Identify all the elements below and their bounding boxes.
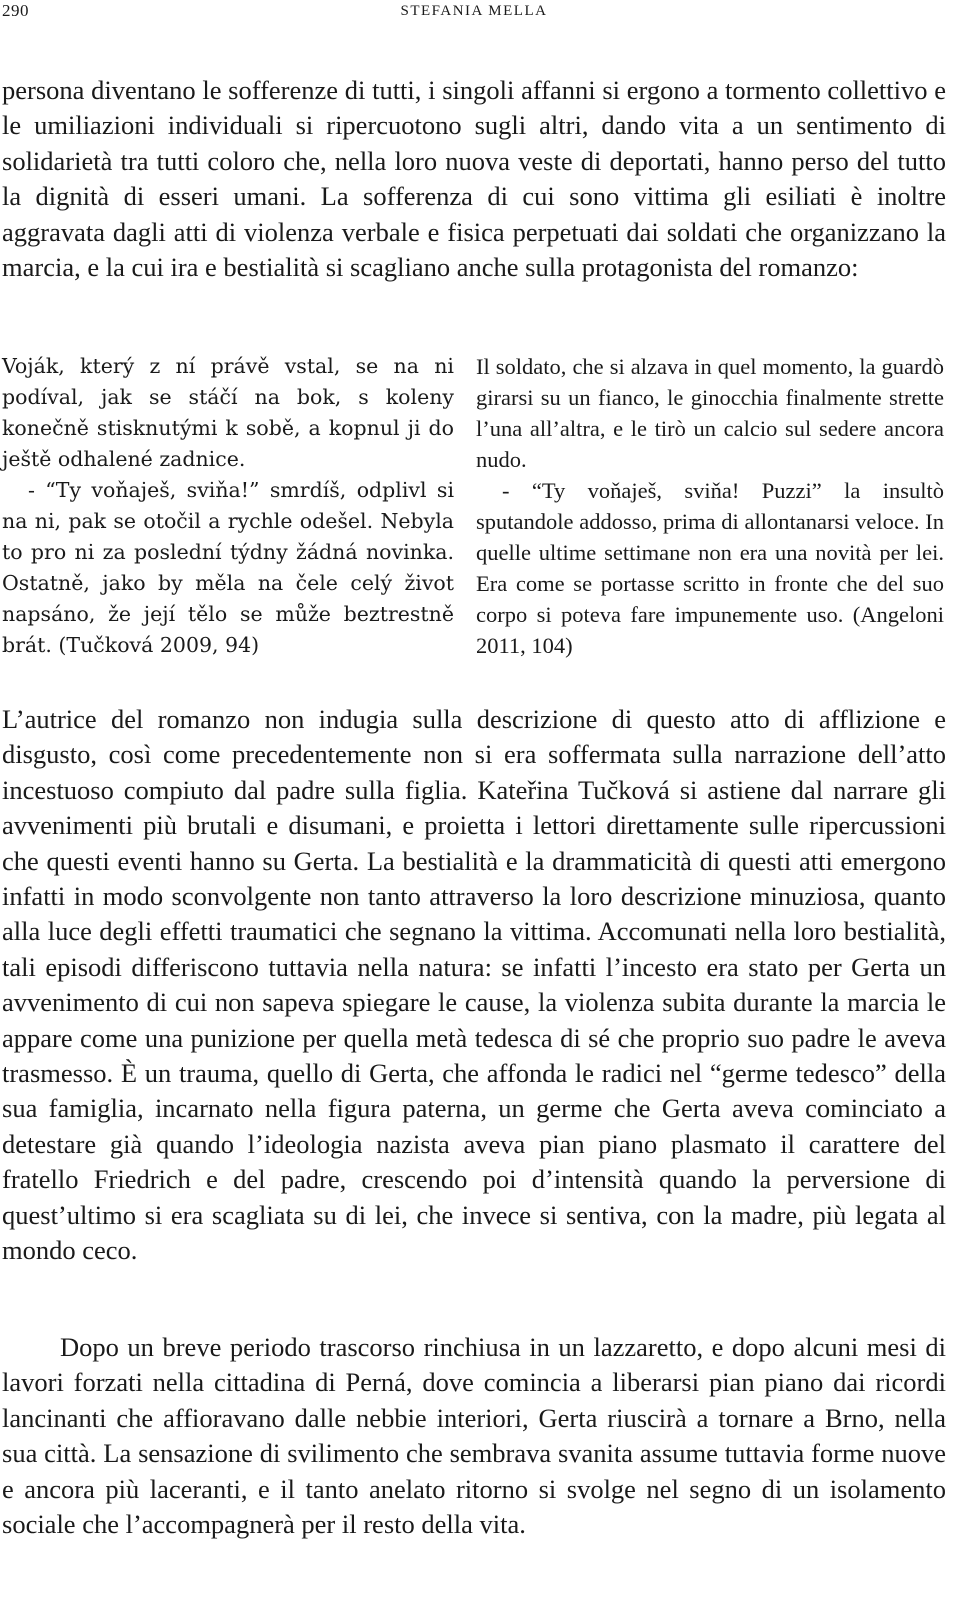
paragraph-intro: persona diventano le sofferenze di tutti, i singoli affanni si ergono a tormento collettivo e le umiliazioni individuali si ripercuotono sugli altri, dando vita a un sentimento di solidarietà tra tutti coloro che, nella loro nuova veste di deportati, hanno perso del tutto la dignità di esseri umani. La sofferenza di cui sono vittima gli esiliati è inoltre aggravata dagli atti di violenza verbale e fisica perpetuati dai soldati che organizzano la marcia, e la cui ira e bestialità si scagliano anche sulla protagonista del romanzo: — [2, 75, 946, 283]
quote-czech-dialogue: - “Ty voňaješ, sviňa!” smrdíš, odplivl si na ni, pak se otočil a rychle odešel. Nebyla to pro ni za poslední týdny žádná novinka. Ostatně, jako by měla na čele celý život napsáno, že její tělo se může beztrestně brát. (Tučková 2009, 94) — [2, 478, 454, 657]
page-number: 290 — [2, 1, 29, 20]
paragraph-return-to-brno: Dopo un breve periodo trascorso rinchiusa in un lazzaretto, e dopo alcuni mesi di lavori forzati nella cittadina di Perná, dove comincia a liberarsi pian piano dai ricordi lancinanti che affioravano dalle nebbie interiori, Gerta riuscirà a tornare a Brno, nella sua città. La sensazione di svilimento che sembrava svanita assume tuttavia forme nuove e ancora più laceranti, e il tanto anelato ritorno si svolge nel segno di un isolamento sociale che l’accompagnerà per il resto della vita. — [2, 1332, 946, 1540]
quote-czech-original — [2, 351, 454, 661]
quote-italian-dialogue: - “Ty voňaješ, sviňa! Puzzi” la insultò sputandole addosso, prima di allontanarsi veloce. In quelle ultime settimane non era una novità per lei. Era come se portasse scritto in fronte che del suo corpo si poteva fare impunemente uso. (Angeloni 2011, 104) — [476, 478, 944, 658]
quote-czech-narration: Voják, který z ní právě vstal, se na ni podíval, jak se stáčí na bok, s koleny konečně stisknutými k sobě, a kopnul ji do ještě odhalené zadnice. — [2, 354, 454, 471]
quote-italian-narration: Il soldato, che si alzava in quel momento, la guardò girarsi su un fianco, le ginocchia finalmente strette l’una all’altra, e le tirò un calcio sul sedere ancora nudo. — [476, 354, 944, 472]
paragraph-analysis: L’autrice del romanzo non indugia sulla descrizione di questo atto di afflizione e disgusto, così come precedentemente non si era soffermata sulla narrazione dell’atto incestuoso compiuto dal padre sulla figlia. Kateřina Tučková si astiene dal narrare gli avvenimenti più brutali e disumani, e proietta i lettori direttamente sulle ripercussioni che questi eventi hanno su Gerta. La bestialità e la drammaticità di questi atti emergono infatti in modo sconvolgente non tanto attraverso la loro descrizione minuziosa, quanto alla luce degli effetti traumatici che segnano la vittima. Accomunati nella loro bestialità, tali episodi differiscono tuttavia nella natura: se infatti l’incesto era stato per Gerta un avvenimento di cui non sapeva spiegare le cause, la violenza subita durante la marcia le appare come una punizione per quella metà tedesca di sé che proprio suo padre le aveva trasmesso. È un trauma, quello di Gerta, che affonda le radici nel “germe tedesco” della sua famiglia, incarnato nella figura paterna, un germe che Gerta aveva cominciato a detestare già quando l’ideologia nazista aveva pian piano plasmato il carattere del fratello Friedrich e del padre, crescendo poi d’intensità quando la perversione di quest’ultimo si era scagliata su di lei, che invece si sentiva, con la madre, più legata al mondo ceco. — [2, 704, 946, 1266]
running-head — [0, 0, 948, 22]
quote-italian-translation — [476, 351, 944, 661]
author-running-head: STEFANIA MELLA — [400, 3, 548, 19]
